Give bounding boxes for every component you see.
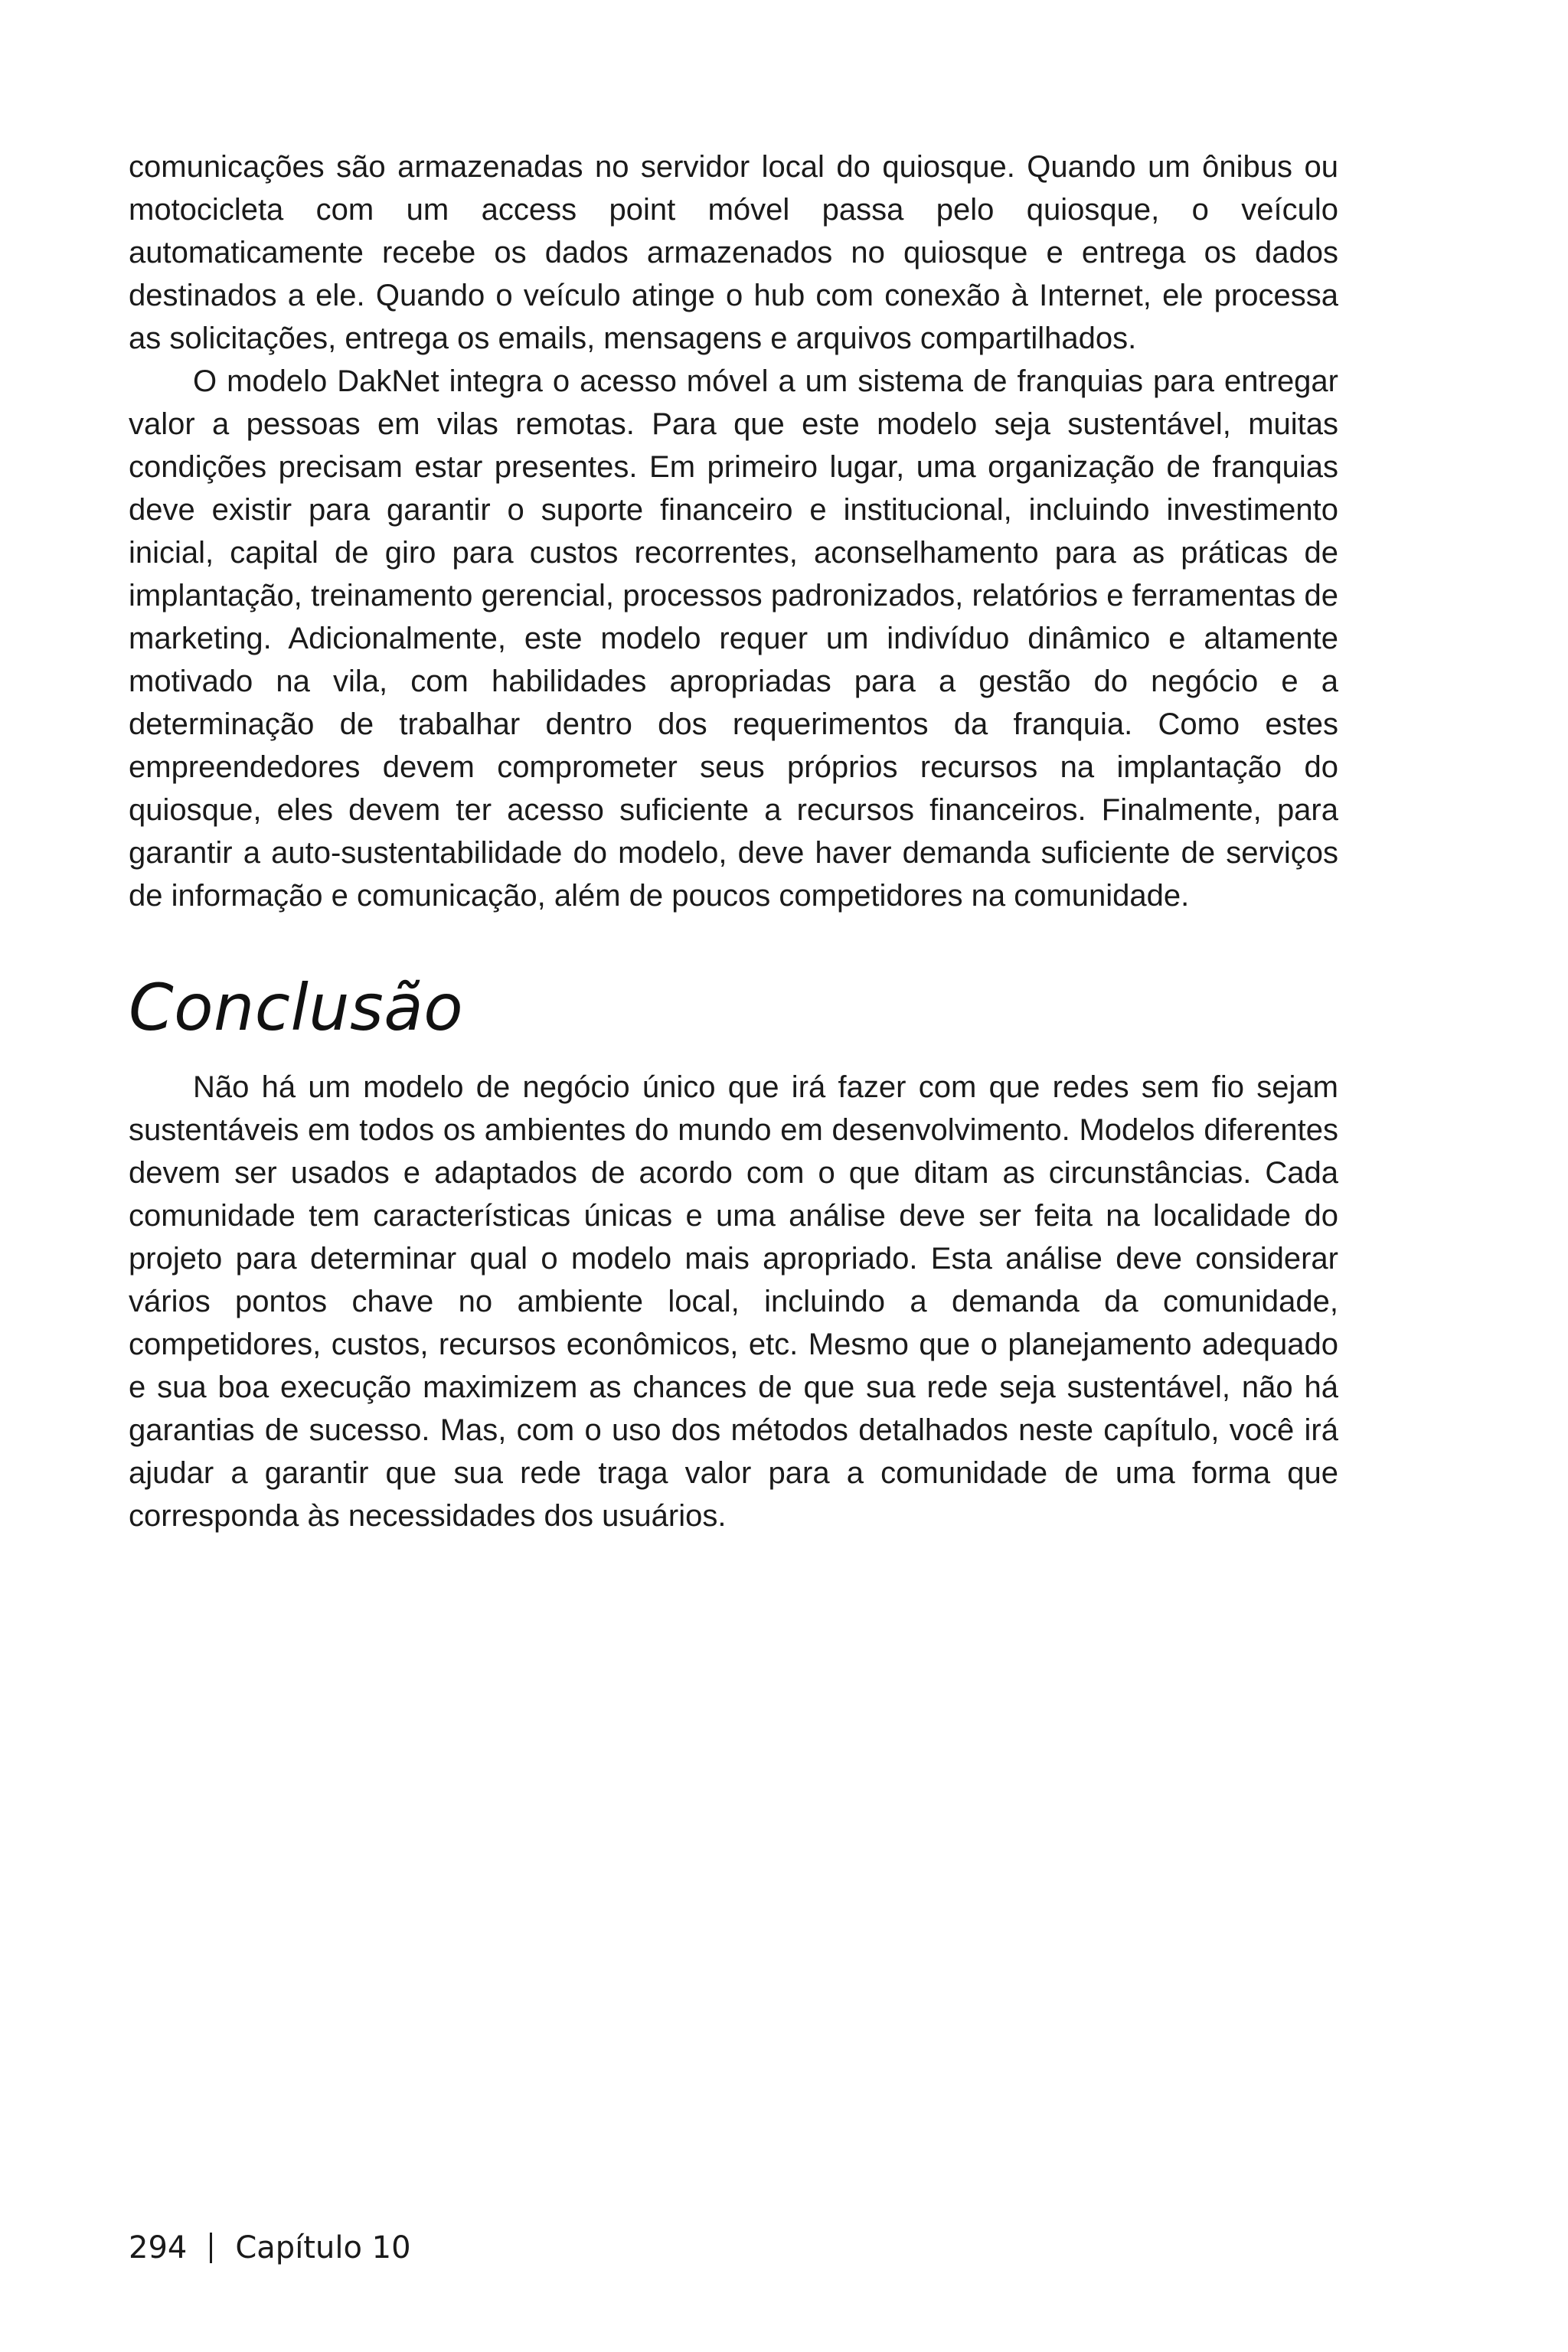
conclusion-paragraph: Não há um modelo de negócio único que irá fazer com que redes sem fio sejam sustentáveis em todos os ambientes do mundo em desenvolvimento. Modelos diferentes devem ser usados e adaptados de acordo com o que ditam as circunstâncias. Cada comunidade tem características únicas e uma análise deve ser feita na localidade do projeto para determinar qual o modelo mais apropriado. Esta análise deve considerar vários pontos chave no ambiente local, incluindo a demanda da comunidade, competidores, custos, recursos econômicos, etc. Mesmo que o planejamento adequado e sua boa execução maximizem as chances de que sua rede seja sustentável, não há garantias de sucesso. Mas, com o uso dos métodos detalhados neste capítulo, você irá ajudar a garantir que sua rede traga valor para a comunidade de uma forma que corresponda às necessidades dos usuários. [129, 1070, 1338, 1533]
page-footer [129, 2230, 411, 2266]
body-paragraph-daknet: O modelo DakNet integra o acesso móvel a um sistema de franquias para entregar valor a pessoas em vilas remotas. Para que este modelo seja sustentável, muitas condições precisam estar presentes. Em primeiro lugar, uma organização de franquias deve existir para garantir o suporte financeiro e institucional, incluindo investimento inicial, capital de giro para custos recorrentes, aconselhamento para as práticas de implantação, treinamento gerencial, processos padronizados, relatórios e ferramentas de marketing. Adicionalmente, este modelo requer um indivíduo dinâmico e altamente motivado na vila, com habilidades apropriadas para a gestão do negócio e a determinação de trabalhar dentro dos requerimentos da franquia. Como estes empreendedores devem comprometer seus próprios recursos na implantação do quiosque, eles devem ter acesso suficiente a recursos financeiros. Finalmente, para garantir a auto-sustentabilidade do modelo, deve haver demanda suficiente de serviços de informação e comunicação, além de poucos competidores na comunidade. [129, 364, 1338, 913]
chapter-label: Capítulo 10 [235, 2230, 411, 2265]
body-paragraph-continued: comunicações são armazenadas no servidor local do quiosque. Quando um ônibus ou motocicleta com um access point móvel passa pelo quiosque, o veículo automaticamente recebe os dados armazenados no quiosque e entrega os dados destinados a ele. Quando o veículo atinge o hub com conexão à Internet, ele processa as solicitações, entrega os emails, mensagens e arquivos compartilhados. [129, 150, 1338, 355]
section-heading: Conclusão [129, 970, 464, 1045]
footer-separator [210, 2233, 212, 2263]
page-content [129, 145, 1338, 1537]
page-number: 294 [129, 2230, 188, 2265]
